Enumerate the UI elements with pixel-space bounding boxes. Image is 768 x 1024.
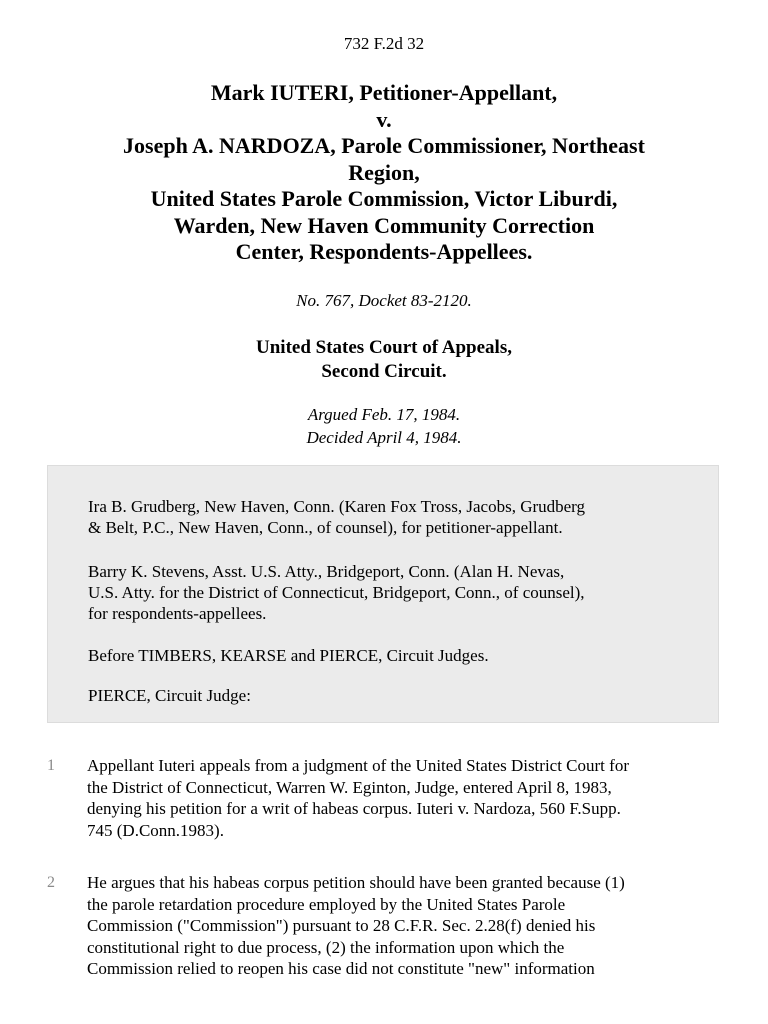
paragraph-line: the parole retardation procedure employed by the United States Parole [87,894,566,914]
caption-line: Region, [348,159,420,185]
counsel-line: Barry K. Stevens, Asst. U.S. Atty., Bridgeport, Conn. (Alan H. Nevas, [88,562,565,581]
paragraph-line: Commission relied to reopen his case did not constitute "new" information [87,959,595,978]
paragraph-line: denying his petition for a writ of habeas corpus. Iuteri v. Nardoza, 560 F.Supp. [87,799,621,818]
counsel-petitioner [88,496,585,538]
paragraph-text [87,755,629,841]
panel-judges: Before TIMBERS, KEARSE and PIERCE, Circuit Judges. [88,646,489,665]
counsel-line: Ira B. Grudberg, New Haven, Conn. (Karen Fox Tross, Jacobs, Grudberg [88,497,586,516]
caption-line: Mark IUTERI, Petitioner-Appellant, [210,80,558,105]
paragraph-line: Commission ("Commission") pursuant to 28 C.F.R. Sec. 2.28(f) denied his [87,916,596,935]
court-line: United States Court of Appeals, [256,337,512,358]
argued-date: Argued Feb. 17, 1984. [307,405,461,424]
paragraph-line: 745 (D.Conn.1983). [87,820,224,840]
case-citation: 732 F.2d 32 [343,34,425,53]
caption-line: v. [376,106,392,132]
opinion-author: PIERCE, Circuit Judge: [88,686,251,705]
caption-line: Joseph A. NARDOZA, Parole Commissioner, Northeast [123,133,645,158]
caption-line: Warden, New Haven Community Correction [173,212,595,238]
caption-line: Center, Respondents-Appellees. [235,239,533,264]
headnote-box [47,465,719,723]
court-name [0,336,768,384]
counsel-line: U.S. Atty. for the District of Connecticut, Bridgeport, Conn., of counsel), [88,583,585,602]
counsel-line: for respondents-appellees. [88,604,267,623]
counsel-line: & Belt, P.C., New Haven, Conn., of counsel), for petitioner-appellant. [88,518,563,537]
paragraph-number: 1 [47,757,55,774]
paragraph-line: the District of Connecticut, Warren W. Eginton, Judge, entered April 8, 1983, [87,777,612,797]
case-dates [0,403,768,449]
paragraph-line: He argues that his habeas corpus petition should have been granted because (1) [87,873,625,892]
counsel-respondent [88,561,585,624]
caption-line: United States Parole Commission, Victor Liburdi, [150,186,618,211]
court-line: Second Circuit. [321,361,447,382]
paragraph-line: Appellant Iuteri appeals from a judgment of the United States District Court for [87,756,629,775]
decided-date: Decided April 4, 1984. [306,428,462,447]
paragraph-text [87,872,625,980]
paragraph-number: 2 [47,874,55,891]
case-caption [0,80,768,266]
docket-number: No. 767, Docket 83-2120. [296,291,472,310]
paragraph-line: constitutional right to due process, (2) the information upon which the [87,937,565,957]
